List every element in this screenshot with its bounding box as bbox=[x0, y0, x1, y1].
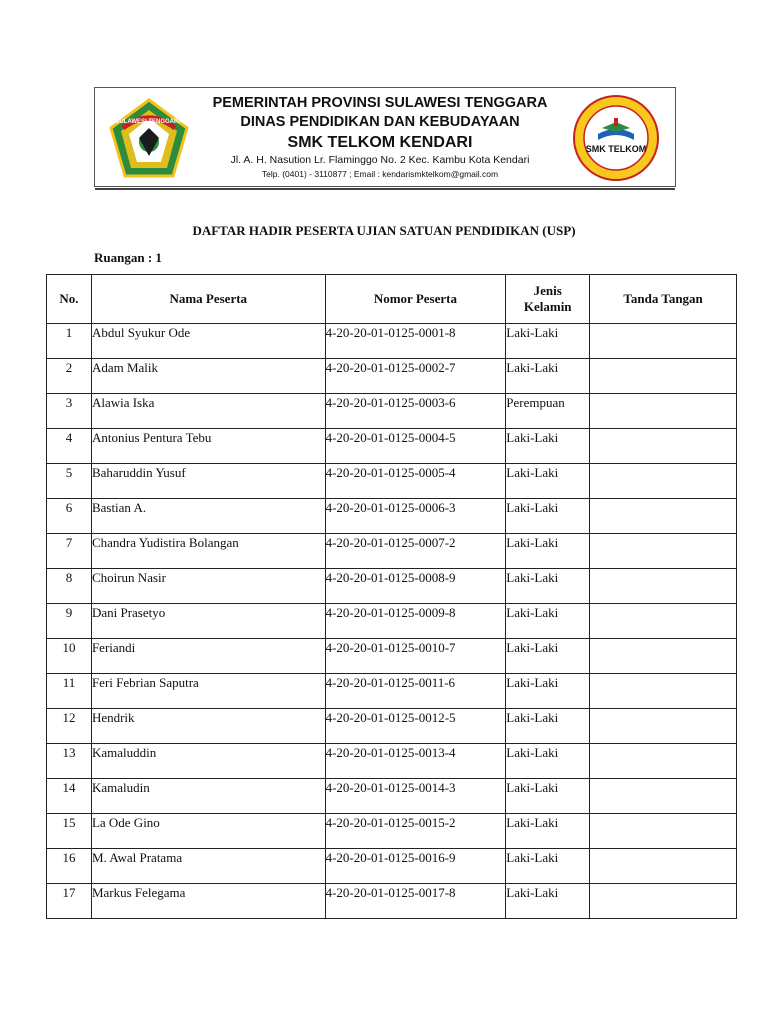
table-row bbox=[47, 569, 737, 604]
cell-no: 6 bbox=[47, 499, 92, 534]
table-row bbox=[47, 779, 737, 814]
cell-no: 10 bbox=[47, 639, 92, 674]
school-logo-icon bbox=[572, 94, 660, 182]
document-title: DAFTAR HADIR PESERTA UJIAN SATUAN PENDIDIKAN (USP) bbox=[192, 223, 576, 238]
cell-name: Antonius Pentura Tebu bbox=[91, 429, 325, 464]
cell-number: 4-20-20-01-0125-0016-9 bbox=[325, 849, 506, 884]
cell-no: 2 bbox=[47, 359, 92, 394]
table-row bbox=[47, 639, 737, 674]
table-row bbox=[47, 814, 737, 849]
cell-signature bbox=[590, 324, 737, 359]
school-logo-text: SMK TELKOM bbox=[585, 144, 647, 154]
cell-gender: Laki-Laki bbox=[506, 779, 590, 814]
cell-no: 5 bbox=[47, 464, 92, 499]
cell-number: 4-20-20-01-0125-0010-7 bbox=[325, 639, 506, 674]
header-no: No. bbox=[47, 275, 92, 324]
table-row bbox=[47, 359, 737, 394]
letterhead-school: SMK TELKOM KENDARI bbox=[287, 134, 473, 151]
cell-gender: Laki-Laki bbox=[506, 499, 590, 534]
cell-no: 11 bbox=[47, 674, 92, 709]
cell-signature bbox=[590, 429, 737, 464]
cell-no: 12 bbox=[47, 709, 92, 744]
cell-no: 4 bbox=[47, 429, 92, 464]
cell-no: 1 bbox=[47, 324, 92, 359]
letterhead-contact: Telp. (0401) - 3110877 ; Email : kendarismktelkom@gmail.com bbox=[261, 169, 499, 179]
table-row bbox=[47, 884, 737, 919]
cell-name: Choirun Nasir bbox=[91, 569, 325, 604]
cell-number: 4-20-20-01-0125-0004-5 bbox=[325, 429, 506, 464]
cell-signature bbox=[590, 569, 737, 604]
cell-gender: Laki-Laki bbox=[506, 464, 590, 499]
cell-gender: Laki-Laki bbox=[506, 884, 590, 919]
table-row bbox=[47, 849, 737, 884]
province-emblem-text: SULAWESI TENGGARA bbox=[115, 119, 183, 125]
cell-signature bbox=[590, 744, 737, 779]
cell-no: 3 bbox=[47, 394, 92, 429]
cell-signature bbox=[590, 639, 737, 674]
cell-name: Feri Febrian Saputra bbox=[91, 674, 325, 709]
cell-name: Hendrik bbox=[91, 709, 325, 744]
table-header-row bbox=[47, 275, 737, 324]
cell-name: M. Awal Pratama bbox=[91, 849, 325, 884]
cell-gender: Laki-Laki bbox=[506, 709, 590, 744]
table-row bbox=[47, 429, 737, 464]
header-number: Nomor Peserta bbox=[325, 275, 506, 324]
cell-signature bbox=[590, 394, 737, 429]
cell-no: 9 bbox=[47, 604, 92, 639]
cell-no: 14 bbox=[47, 779, 92, 814]
cell-signature bbox=[590, 499, 737, 534]
cell-name: Dani Prasetyo bbox=[91, 604, 325, 639]
cell-gender: Laki-Laki bbox=[506, 674, 590, 709]
cell-number: 4-20-20-01-0125-0017-8 bbox=[325, 884, 506, 919]
cell-signature bbox=[590, 709, 737, 744]
cell-no: 13 bbox=[47, 744, 92, 779]
table-row bbox=[47, 709, 737, 744]
cell-gender: Laki-Laki bbox=[506, 429, 590, 464]
table-row bbox=[47, 394, 737, 429]
table-row bbox=[47, 744, 737, 779]
header-gender bbox=[506, 275, 590, 324]
cell-number: 4-20-20-01-0125-0002-7 bbox=[325, 359, 506, 394]
letterhead-department: DINAS PENDIDIKAN DAN KEBUDAYAAN bbox=[240, 114, 520, 130]
table-row bbox=[47, 534, 737, 569]
cell-number: 4-20-20-01-0125-0011-6 bbox=[325, 674, 506, 709]
cell-name: Markus Felegama bbox=[91, 884, 325, 919]
table-row bbox=[47, 464, 737, 499]
cell-no: 8 bbox=[47, 569, 92, 604]
cell-gender: Perempuan bbox=[506, 394, 590, 429]
cell-name: Baharuddin Yusuf bbox=[91, 464, 325, 499]
cell-signature bbox=[590, 534, 737, 569]
cell-gender: Laki-Laki bbox=[506, 604, 590, 639]
header-name: Nama Peserta bbox=[91, 275, 325, 324]
cell-signature bbox=[590, 674, 737, 709]
cell-no: 17 bbox=[47, 884, 92, 919]
province-emblem-icon bbox=[109, 98, 189, 178]
header-gender-line2: Kelamin bbox=[523, 299, 572, 314]
letterhead-government: PEMERINTAH PROVINSI SULAWESI TENGGARA bbox=[212, 95, 548, 111]
cell-gender: Laki-Laki bbox=[506, 639, 590, 674]
table-body bbox=[47, 324, 737, 919]
header-gender-line1: Jenis bbox=[533, 283, 562, 298]
cell-gender: Laki-Laki bbox=[506, 569, 590, 604]
header-signature: Tanda Tangan bbox=[590, 275, 737, 324]
letterhead bbox=[94, 87, 676, 187]
attendance-table bbox=[46, 274, 737, 919]
table-row bbox=[47, 674, 737, 709]
cell-gender: Laki-Laki bbox=[506, 744, 590, 779]
cell-name: Bastian A. bbox=[91, 499, 325, 534]
cell-signature bbox=[590, 604, 737, 639]
cell-number: 4-20-20-01-0125-0015-2 bbox=[325, 814, 506, 849]
cell-number: 4-20-20-01-0125-0009-8 bbox=[325, 604, 506, 639]
table-row bbox=[47, 324, 737, 359]
cell-signature bbox=[590, 779, 737, 814]
letterhead-address: Jl. A. H. Nasution Lr. Flaminggo No. 2 Kec. Kambu Kota Kendari bbox=[230, 154, 530, 166]
cell-signature bbox=[590, 464, 737, 499]
cell-signature bbox=[590, 884, 737, 919]
cell-gender: Laki-Laki bbox=[506, 359, 590, 394]
table-row bbox=[47, 604, 737, 639]
cell-name: Alawia Iska bbox=[91, 394, 325, 429]
cell-no: 7 bbox=[47, 534, 92, 569]
cell-signature bbox=[590, 849, 737, 884]
cell-name: Chandra Yudistira Bolangan bbox=[91, 534, 325, 569]
cell-gender: Laki-Laki bbox=[506, 814, 590, 849]
cell-number: 4-20-20-01-0125-0006-3 bbox=[325, 499, 506, 534]
cell-gender: Laki-Laki bbox=[506, 849, 590, 884]
cell-no: 15 bbox=[47, 814, 92, 849]
cell-name: Adam Malik bbox=[91, 359, 325, 394]
cell-gender: Laki-Laki bbox=[506, 324, 590, 359]
cell-number: 4-20-20-01-0125-0012-5 bbox=[325, 709, 506, 744]
cell-number: 4-20-20-01-0125-0001-8 bbox=[325, 324, 506, 359]
cell-name: Feriandi bbox=[91, 639, 325, 674]
cell-signature bbox=[590, 359, 737, 394]
cell-number: 4-20-20-01-0125-0007-2 bbox=[325, 534, 506, 569]
room-label: Ruangan : 1 bbox=[94, 250, 162, 265]
table-row bbox=[47, 499, 737, 534]
cell-number: 4-20-20-01-0125-0005-4 bbox=[325, 464, 506, 499]
cell-signature bbox=[590, 814, 737, 849]
cell-number: 4-20-20-01-0125-0003-6 bbox=[325, 394, 506, 429]
cell-name: La Ode Gino bbox=[91, 814, 325, 849]
cell-name: Kamaludin bbox=[91, 779, 325, 814]
letterhead-text bbox=[195, 94, 565, 180]
cell-name: Abdul Syukur Ode bbox=[91, 324, 325, 359]
cell-no: 16 bbox=[47, 849, 92, 884]
cell-number: 4-20-20-01-0125-0008-9 bbox=[325, 569, 506, 604]
cell-number: 4-20-20-01-0125-0013-4 bbox=[325, 744, 506, 779]
cell-gender: Laki-Laki bbox=[506, 534, 590, 569]
cell-number: 4-20-20-01-0125-0014-3 bbox=[325, 779, 506, 814]
cell-name: Kamaluddin bbox=[91, 744, 325, 779]
